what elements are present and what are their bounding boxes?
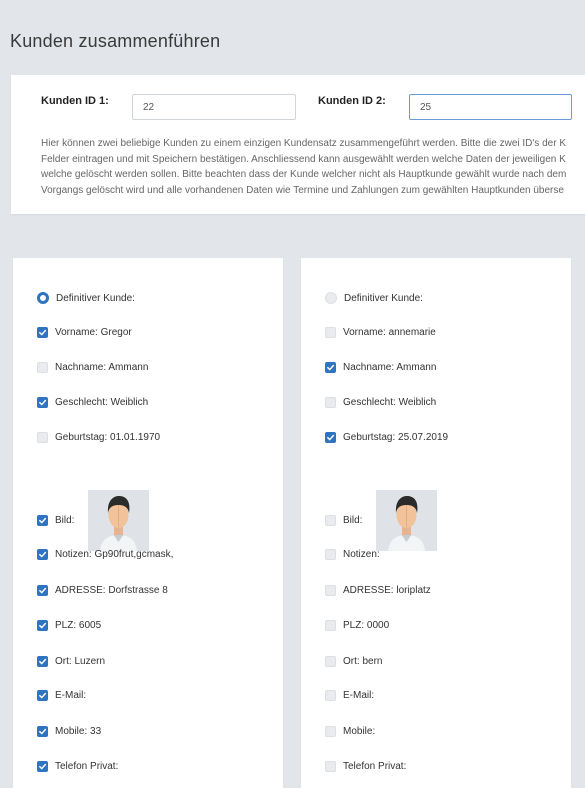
customer2-field-row[interactable]	[325, 585, 431, 596]
customer1-definitive-row[interactable]	[37, 292, 135, 304]
customer-id-2-label: Kunden ID 2:	[318, 95, 386, 107]
field-label: Vorname: Gregor	[55, 327, 132, 338]
customer-id-1-label: Kunden ID 1:	[41, 95, 109, 107]
customer2-definitive-radio[interactable]	[325, 292, 337, 304]
customer2-field-checkbox[interactable]	[325, 656, 336, 667]
customer2-definitive-row[interactable]	[325, 292, 423, 304]
customer1-field-row[interactable]	[37, 432, 160, 443]
customer-id-1-input[interactable]	[132, 94, 296, 120]
field-label: Ort: Luzern	[55, 656, 106, 667]
field-label: ADRESSE: loriplatz	[343, 585, 431, 596]
instruction-line: welche gelöscht werden sollen. Bitte beachten dass der Kunde welcher nicht als Hauptkunde gewählt wurde nach dem	[41, 169, 567, 181]
field-label: Geschlecht: Weiblich	[343, 397, 437, 408]
customer2-field-row[interactable]	[325, 327, 436, 338]
customer-2-card	[301, 258, 571, 788]
customer1-field-row[interactable]	[37, 656, 105, 667]
field-label: Geschlecht: Weiblich	[55, 397, 149, 408]
customer-1-card	[13, 258, 283, 788]
field-label: Vorname: annemarie	[343, 327, 436, 338]
customer2-field-checkbox[interactable]	[325, 690, 336, 701]
customer1-field-checkbox[interactable]	[37, 690, 48, 701]
field-label: Mobile: 33	[55, 726, 102, 737]
customer1-field-checkbox[interactable]	[37, 549, 48, 560]
customer2-field-row[interactable]	[325, 656, 382, 667]
customer1-field-checkbox[interactable]	[37, 585, 48, 596]
customer-id-2-input[interactable]	[409, 94, 572, 120]
customer1-field-row[interactable]	[37, 327, 132, 338]
field-label: E-Mail:	[55, 690, 87, 701]
customer1-field-checkbox[interactable]	[37, 656, 48, 667]
customer1-field-row[interactable]	[37, 549, 173, 560]
customer2-field-row[interactable]	[325, 432, 448, 443]
customer1-field-row[interactable]	[37, 585, 168, 596]
customer1-field-checkbox[interactable]	[37, 515, 48, 526]
customer1-field-row[interactable]	[37, 690, 86, 701]
customer1-field-checkbox[interactable]	[37, 761, 48, 772]
customer2-field-row[interactable]	[325, 549, 380, 560]
customer2-field-checkbox[interactable]	[325, 362, 336, 373]
field-label: PLZ: 0000	[343, 620, 390, 631]
customer2-field-row[interactable]	[325, 490, 437, 551]
field-label: Geburtstag: 01.01.1970	[55, 432, 161, 443]
field-label: Notizen:	[343, 549, 380, 560]
field-label: Mobile:	[343, 726, 376, 737]
customer2-field-row[interactable]	[325, 726, 375, 737]
field-label: Nachname: Ammann	[343, 362, 437, 373]
field-label: Geburtstag: 25.07.2019	[343, 432, 449, 443]
merge-instructions	[41, 136, 585, 198]
field-label: Notizen: Gp90frut,gcmask,	[55, 549, 174, 560]
customer2-field-checkbox[interactable]	[325, 726, 336, 737]
merge-id-card	[11, 75, 585, 214]
customer2-field-row[interactable]	[325, 761, 406, 772]
customer1-field-checkbox[interactable]	[37, 432, 48, 443]
customer1-field-checkbox[interactable]	[37, 620, 48, 631]
customer2-field-checkbox[interactable]	[325, 327, 336, 338]
customer1-field-row[interactable]	[37, 761, 118, 772]
customer1-field-checkbox[interactable]	[37, 327, 48, 338]
customer1-field-checkbox[interactable]	[37, 726, 48, 737]
page-title: Kunden zusammenführen	[10, 31, 221, 51]
customer2-field-checkbox[interactable]	[325, 397, 336, 408]
customer1-field-checkbox[interactable]	[37, 397, 48, 408]
customer1-definitive-radio[interactable]	[37, 292, 49, 304]
person-avatar-icon	[88, 490, 149, 551]
customer1-field-row[interactable]	[37, 620, 101, 631]
field-label: E-Mail:	[343, 690, 375, 701]
customer1-field-checkbox[interactable]	[37, 362, 48, 373]
instruction-line: Felder eintragen und mit Speichern bestätigen. Anschliessend kann ausgewählt werden welche Daten der jeweiligen K	[41, 153, 566, 165]
customer1-field-row[interactable]	[37, 490, 149, 551]
customer2-field-checkbox[interactable]	[325, 620, 336, 631]
definitive-customer-label: Definitiver Kunde:	[56, 292, 135, 304]
field-label: Nachname: Ammann	[55, 362, 149, 373]
field-label: ADRESSE: Dorfstrasse 8	[55, 585, 168, 596]
field-label: Bild:	[343, 515, 363, 526]
field-label: Bild:	[55, 515, 75, 526]
customer1-field-row[interactable]	[37, 397, 148, 408]
customer2-field-checkbox[interactable]	[325, 432, 336, 443]
field-label: PLZ: 6005	[55, 620, 102, 631]
field-label: Telefon Privat:	[55, 761, 119, 772]
customer2-field-checkbox[interactable]	[325, 549, 336, 560]
definitive-customer-label: Definitiver Kunde:	[344, 292, 423, 304]
customer2-field-row[interactable]	[325, 397, 436, 408]
customer2-field-row[interactable]	[325, 362, 436, 373]
customer2-field-row[interactable]	[325, 690, 374, 701]
customer1-field-row[interactable]	[37, 726, 101, 737]
customer2-field-checkbox[interactable]	[325, 515, 336, 526]
person-avatar-icon	[376, 490, 437, 551]
field-label: Ort: bern	[343, 656, 383, 667]
field-label: Telefon Privat:	[343, 761, 407, 772]
customer2-field-row[interactable]	[325, 620, 389, 631]
customer1-field-row[interactable]	[37, 362, 148, 373]
instruction-line: Vorgangs gelöscht wird und alle vorhandenen Daten wie Termine und Zahlungen zum gewählten Hauptkunden überse	[41, 184, 564, 196]
customer2-field-checkbox[interactable]	[325, 761, 336, 772]
customer2-field-checkbox[interactable]	[325, 585, 336, 596]
instruction-line: Hier können zwei beliebige Kunden zu einem einzigen Kundensatz zusammengeführt werden. Bitte die zwei ID's der K	[41, 138, 566, 149]
